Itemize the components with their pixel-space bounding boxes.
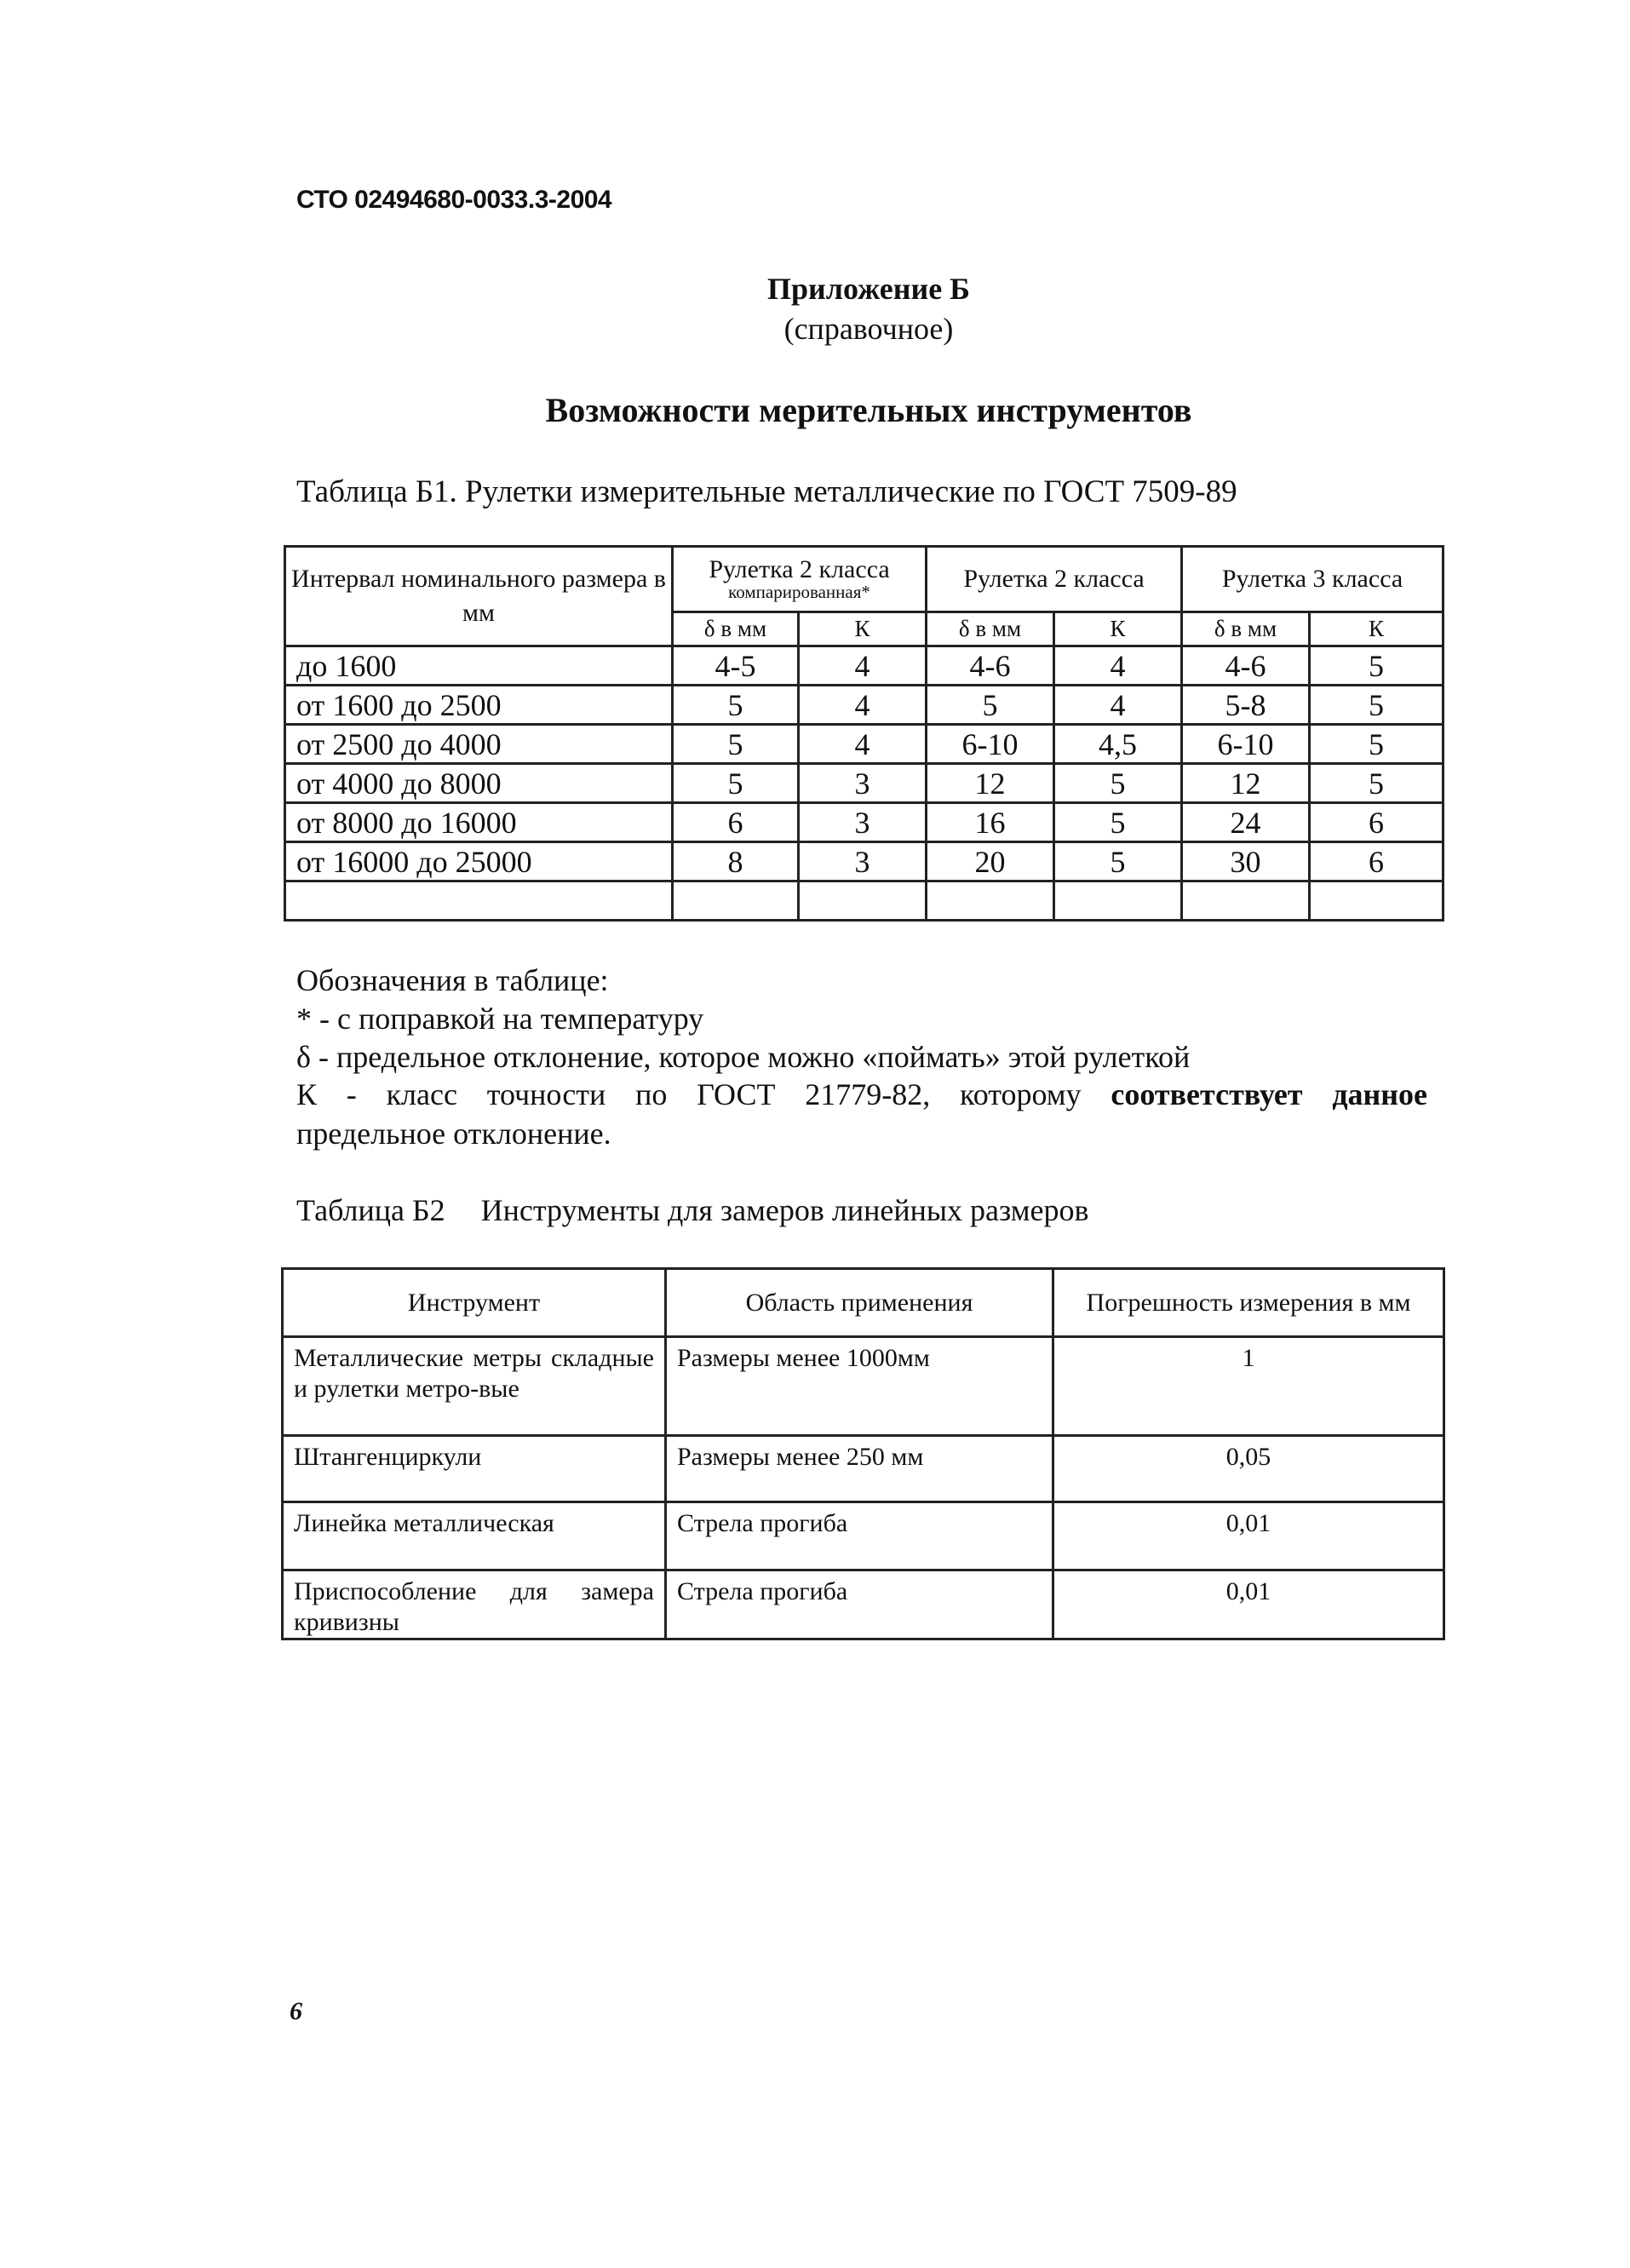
range-cell: от 4000 до 8000 — [285, 764, 673, 803]
value-cell: 3 — [799, 803, 927, 842]
header-k: К — [1310, 612, 1443, 646]
value-cell: 6 — [1310, 803, 1443, 842]
value-cell: 4-6 — [927, 646, 1054, 686]
value-cell: 5 — [1310, 646, 1443, 686]
error-cell: 0,01 — [1053, 1502, 1444, 1570]
empty-cell — [673, 881, 799, 921]
area-cell: Размеры менее 250 мм — [666, 1436, 1053, 1502]
area-cell: Стрела прогиба — [666, 1570, 1053, 1639]
range-cell: от 16000 до 25000 — [285, 842, 673, 881]
tool-cell: Приспособление для замера кривизны — [283, 1570, 666, 1639]
header-class3: Рулетка 3 класса — [1182, 547, 1443, 612]
header-delta: δ в мм — [673, 612, 799, 646]
range-cell: от 8000 до 16000 — [285, 803, 673, 842]
header-interval: Интервал номинального размера в мм — [285, 547, 673, 646]
table-row — [285, 803, 1443, 842]
value-cell: 16 — [927, 803, 1054, 842]
header-delta: δ в мм — [927, 612, 1054, 646]
value-cell: 4-5 — [673, 646, 799, 686]
range-cell: от 2500 до 4000 — [285, 725, 673, 764]
range-cell: до 1600 — [285, 646, 673, 686]
empty-cell — [1182, 881, 1310, 921]
value-cell: 5 — [1054, 842, 1182, 881]
legend-k-continued: предельное отклонение. — [296, 1117, 611, 1151]
area-cell: Размеры менее 1000мм — [666, 1337, 1053, 1436]
value-cell: 5 — [673, 764, 799, 803]
appendix-title: Приложение Б — [767, 272, 970, 306]
table-row — [283, 1570, 1444, 1639]
value-cell: 20 — [927, 842, 1054, 881]
header-class2: Рулетка 2 класса — [927, 547, 1182, 612]
empty-cell — [799, 881, 927, 921]
value-cell: 6-10 — [1182, 725, 1310, 764]
range-cell: от 1600 до 2500 — [285, 686, 673, 725]
header-tool: Инструмент — [283, 1269, 666, 1337]
value-cell: 5 — [1310, 686, 1443, 725]
header-class2-compared: Рулетка 2 класса компарированная* — [673, 547, 927, 612]
value-cell: 3 — [799, 764, 927, 803]
table-row — [283, 1436, 1444, 1502]
table-row — [285, 764, 1443, 803]
error-cell: 0,01 — [1053, 1570, 1444, 1639]
value-cell: 4,5 — [1054, 725, 1182, 764]
table-row — [283, 1337, 1444, 1436]
header-area: Область применения — [666, 1269, 1053, 1337]
value-cell: 5-8 — [1182, 686, 1310, 725]
value-cell: 6-10 — [927, 725, 1054, 764]
value-cell: 5 — [1310, 725, 1443, 764]
value-cell: 5 — [1054, 764, 1182, 803]
value-cell: 4-6 — [1182, 646, 1310, 686]
error-cell: 1 — [1053, 1337, 1444, 1436]
empty-cell — [1054, 881, 1182, 921]
empty-cell — [285, 881, 673, 921]
value-cell: 8 — [673, 842, 799, 881]
table-row — [283, 1502, 1444, 1570]
tool-cell: Металлические метры складные и рулетки метро-вые — [283, 1337, 666, 1436]
tool-cell: Штангенциркули — [283, 1436, 666, 1502]
error-cell: 0,05 — [1053, 1436, 1444, 1502]
value-cell: 24 — [1182, 803, 1310, 842]
value-cell: 5 — [1054, 803, 1182, 842]
header-k: К — [799, 612, 927, 646]
area-cell: Стрела прогиба — [666, 1502, 1053, 1570]
value-cell: 12 — [1182, 764, 1310, 803]
header-error: Погрешность измерения в мм — [1053, 1269, 1444, 1337]
value-cell: 4 — [799, 646, 927, 686]
document-code: СТО 02494680-0033.3-2004 — [296, 186, 612, 214]
table-row — [285, 686, 1443, 725]
table-row-empty — [285, 881, 1443, 921]
header-k: К — [1054, 612, 1182, 646]
legend-k: К - класс точности по ГОСТ 21779-82, которому соответствует данное — [296, 1077, 1427, 1111]
legend-title: Обозначения в таблице: — [296, 963, 609, 997]
value-cell: 6 — [673, 803, 799, 842]
table-b2 — [281, 1267, 1445, 1640]
value-cell: 4 — [1054, 646, 1182, 686]
empty-cell — [1310, 881, 1443, 921]
value-cell: 30 — [1182, 842, 1310, 881]
value-cell: 3 — [799, 842, 927, 881]
value-cell: 4 — [1054, 686, 1182, 725]
value-cell: 6 — [1310, 842, 1443, 881]
value-cell: 12 — [927, 764, 1054, 803]
value-cell: 4 — [799, 725, 927, 764]
table-row — [285, 725, 1443, 764]
table-row — [285, 842, 1443, 881]
legend-delta: δ - предельное отклонение, которое можно «поймать» этой рулеткой — [296, 1040, 1191, 1074]
empty-cell — [927, 881, 1054, 921]
value-cell: 4 — [799, 686, 927, 725]
table1-caption: Таблица Б1. Рулетки измерительные металлические по ГОСТ 7509-89 — [296, 474, 1237, 509]
value-cell: 5 — [673, 686, 799, 725]
page-number: 6 — [290, 1997, 302, 2025]
tool-cell: Линейка металлическая — [283, 1502, 666, 1570]
appendix-subtitle: (справочное) — [783, 312, 954, 346]
table-row — [285, 646, 1443, 686]
value-cell: 5 — [673, 725, 799, 764]
table2-caption: Таблица Б2 Инструменты для замеров линейных размеров — [296, 1193, 1089, 1227]
value-cell: 5 — [927, 686, 1054, 725]
table-b1 — [284, 545, 1444, 922]
legend-star: * - с поправкой на температуру — [296, 1002, 704, 1036]
header-delta: δ в мм — [1182, 612, 1310, 646]
page-title: Возможности мерительных инструментов — [545, 391, 1192, 429]
value-cell: 5 — [1310, 764, 1443, 803]
